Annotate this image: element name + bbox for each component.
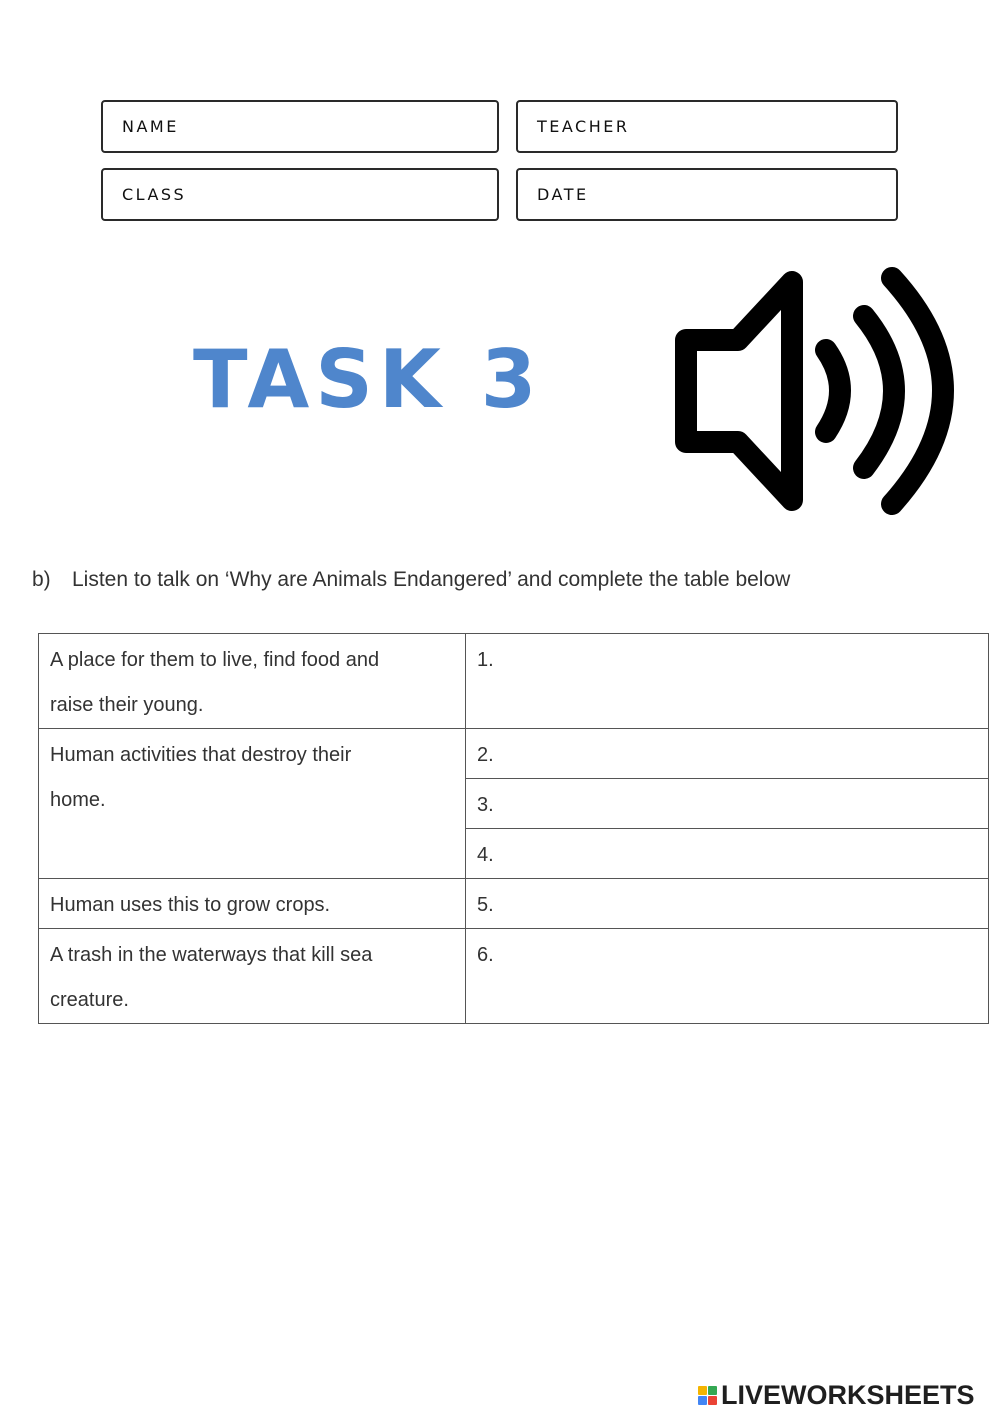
question-cell (39, 879, 466, 929)
answer-cell-2[interactable] (466, 729, 989, 779)
table-row (39, 634, 989, 729)
task-title: TASK 3 (193, 333, 543, 426)
answer-number: 1. (477, 649, 494, 671)
question-line: raise their young. (50, 694, 204, 716)
answer-cell-5[interactable] (466, 879, 989, 929)
teacher-label: TEACHER (537, 117, 630, 136)
answer-number: 2. (477, 744, 494, 766)
instruction (32, 568, 790, 592)
brand-mark-square (708, 1396, 717, 1405)
date-field[interactable] (516, 168, 898, 221)
answer-number: 3. (477, 794, 494, 816)
answer-number: 5. (477, 894, 494, 916)
class-label: CLASS (122, 185, 187, 204)
name-field[interactable] (101, 100, 499, 153)
answer-number: 6. (477, 944, 494, 966)
date-label: DATE (537, 185, 589, 204)
brand-mark-square (698, 1386, 707, 1395)
answer-number: 4. (477, 844, 494, 866)
brand-mark-square (698, 1396, 707, 1405)
question-cell (39, 929, 466, 1024)
answer-cell-1[interactable] (466, 634, 989, 729)
brand-text: LIVEWORKSHEETS (721, 1380, 975, 1410)
instruction-text: Listen to talk on ‘Why are Animals Endangered’ and complete the table below (72, 568, 791, 591)
question-line: A trash in the waterways that kill sea (50, 944, 373, 966)
instruction-marker: b) (32, 568, 51, 591)
question-cell (39, 634, 466, 729)
brand-mark-square (708, 1386, 717, 1395)
speaker-volume-icon[interactable] (668, 262, 968, 522)
question-line: home. (50, 789, 106, 811)
question-line: Human uses this to grow crops. (50, 894, 331, 916)
table-row (39, 879, 989, 929)
question-line: A place for them to live, find food and (50, 649, 380, 671)
answer-cell-4[interactable] (466, 829, 989, 879)
answer-table (38, 633, 989, 1024)
answer-cell-6[interactable] (466, 929, 989, 1024)
teacher-field[interactable] (516, 100, 898, 153)
question-line: Human activities that destroy their (50, 744, 352, 766)
question-line: creature. (50, 989, 129, 1011)
answer-cell-3[interactable] (466, 779, 989, 829)
liveworksheets-logo[interactable] (698, 1380, 975, 1411)
table-row (39, 729, 989, 779)
table-row (39, 929, 989, 1024)
class-field[interactable] (101, 168, 499, 221)
question-cell (39, 729, 466, 879)
brand-mark-icon (698, 1386, 717, 1405)
name-label: NAME (122, 117, 179, 136)
